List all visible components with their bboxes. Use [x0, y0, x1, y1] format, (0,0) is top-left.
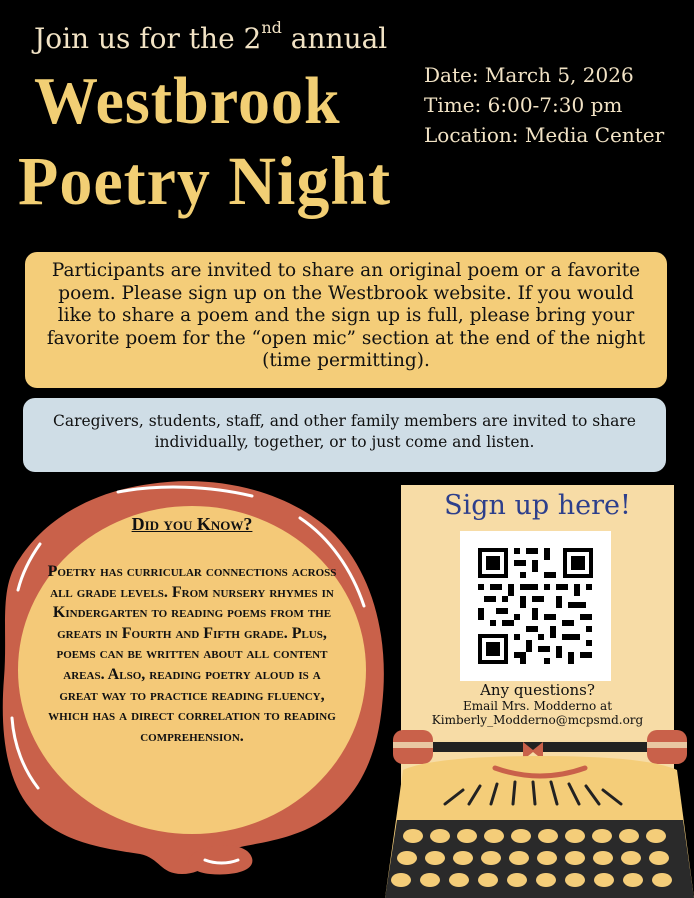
typewriter-key: [621, 851, 641, 865]
participants-box: Participants are invited to share an original poem or a favorite poem. Please sign up on the Westbrook website. If you would like to share a poem and the sign up is full, please bring your favorite poem for the “open mic” section at the end of the night (time permitting).: [25, 252, 667, 388]
event-location: Location: Media Center: [424, 123, 665, 147]
typewriter-key: [457, 829, 477, 843]
did-you-know-body: Poetry has curricular connections across all grade levels. From nursery rhymes in Kindergarten to reading poems from the greats in Fourth and Fifth grade. Plus, poems can be written about all content areas. Also, reading poetry aloud is a great way to practice reading fluency, which has a direct correlation to reading comprehension.: [47, 563, 337, 745]
caregivers-box: Caregivers, students, staff, and other family members are invited to share individually, together, or to just come and listen.: [23, 398, 666, 472]
typewriter-key: [507, 873, 527, 887]
title-line2: Poetry Night: [18, 143, 392, 220]
typewriter-key: [403, 829, 423, 843]
typewriter-key: [623, 873, 643, 887]
typewriter-key: [484, 829, 504, 843]
email-address[interactable]: Kimberly_Modderno@mcpsmd.org: [431, 713, 644, 727]
did-you-know-title: Did you Know?: [131, 514, 253, 534]
typewriter-key: [425, 851, 445, 865]
typewriter-key: [592, 829, 612, 843]
event-time: Time: 6:00-7:30 pm: [424, 93, 623, 117]
typewriter-key: [565, 873, 585, 887]
typewriter-key: [453, 851, 473, 865]
intro-line: [34, 18, 388, 55]
typewriter-key: [449, 873, 469, 887]
typewriter-key: [397, 851, 417, 865]
typewriter-key: [538, 829, 558, 843]
typewriter-key: [565, 851, 585, 865]
typewriter-key: [649, 851, 669, 865]
questions-label: Any questions?: [480, 681, 595, 699]
typewriter-key: [646, 829, 666, 843]
typewriter-key: [593, 851, 613, 865]
typewriter-key: [391, 873, 411, 887]
typewriter-key: [430, 829, 450, 843]
title-line1: Westbrook: [34, 63, 341, 138]
email-line1: Email Mrs. Modderno at: [462, 699, 613, 713]
typewriter-key: [478, 873, 498, 887]
typewriter-key: [536, 873, 556, 887]
intro-sup: nd: [261, 18, 282, 37]
typewriter-key: [565, 829, 585, 843]
typewriter-key: [537, 851, 557, 865]
typewriter-key: [509, 851, 529, 865]
event-date: Date: March 5, 2026: [424, 63, 634, 87]
signup-title: Sign up here!: [444, 490, 631, 521]
paper-roller: [407, 742, 683, 752]
typewriter-key: [594, 873, 614, 887]
typewriter-key: [619, 829, 639, 843]
event-details: [424, 60, 664, 150]
intro-before: Join us for the 2: [34, 22, 262, 55]
intro-after: annual: [281, 22, 388, 55]
qr-code[interactable]: [460, 531, 611, 681]
typewriter-key: [420, 873, 440, 887]
typewriter-illustration: [385, 720, 694, 898]
roller-knob-left: [393, 730, 433, 764]
qr-code-icon: [460, 531, 611, 681]
typewriter-key: [652, 873, 672, 887]
typewriter-key: [511, 829, 531, 843]
roller-knob-right: [647, 730, 687, 764]
typewriter-key: [481, 851, 501, 865]
